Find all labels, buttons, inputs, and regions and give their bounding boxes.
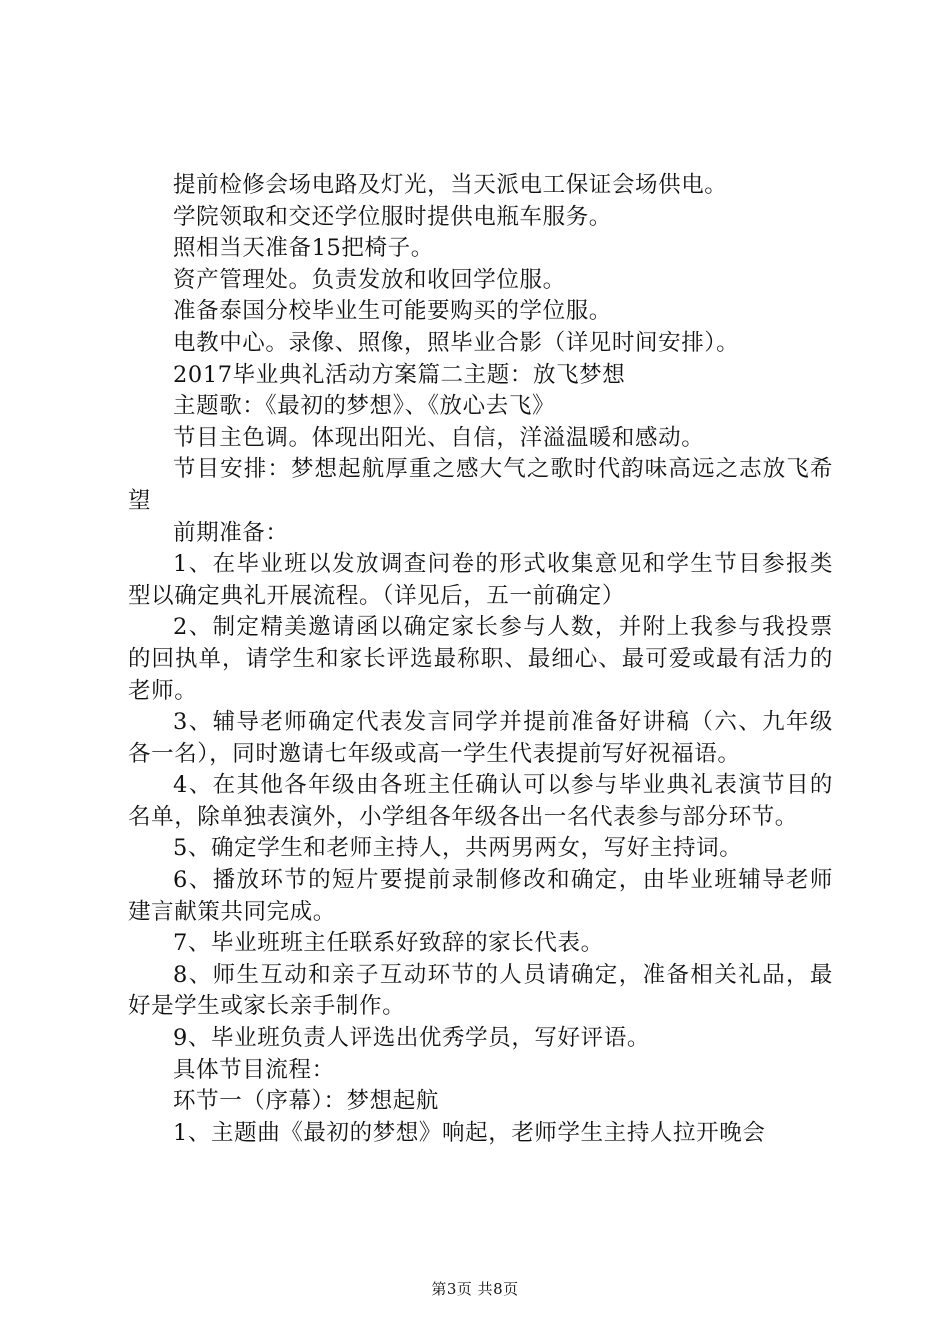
paragraph: 资产管理处。负责发放和收回学位服。 bbox=[173, 266, 566, 293]
paragraph: 电教中心。录像、照像，照毕业合影（详见时间安排）。 bbox=[173, 329, 740, 356]
list-item: 3、辅导老师确定代表发言同学并提前准备好讲稿（六、九年级各一名），同时邀请七年级或高一学生代表提前写好祝福语。 bbox=[128, 709, 833, 767]
list-item: 8、师生互动和亲子互动环节的人员请确定，准备相关礼品，最好是学生或家长亲手制作。 bbox=[128, 961, 833, 1020]
section-heading: 具体节目流程： bbox=[173, 1056, 335, 1083]
list-item: 4、在其他各年级由各班主任确认可以参与毕业典礼表演节目的名单，除单独表演外，小学组各年级各出一名代表参与部分环节。 bbox=[128, 772, 833, 830]
paragraph: 准备泰国分校毕业生可能要购买的学位服。 bbox=[173, 298, 612, 325]
list-item: 5、确定学生和老师主持人，共两男两女，写好主持词。 bbox=[173, 835, 743, 862]
paragraph: 2017毕业典礼活动方案篇二主题：放飞梦想 bbox=[173, 361, 626, 388]
paragraph: 提前检修会场电路及灯光，当天派电工保证会场供电。 bbox=[173, 172, 728, 198]
section-heading: 环节一（序幕）：梦想起航 bbox=[173, 1088, 439, 1115]
page-footer: 第3页 共8页 bbox=[431, 1280, 519, 1298]
paragraph: 主题歌：《最初的梦想》、《放心去飞》 bbox=[173, 393, 556, 420]
list-item: 1、主题曲《最初的梦想》响起，老师学生主持人拉开晚会 bbox=[173, 1119, 766, 1146]
list-item: 1、在毕业班以发放调查问卷的形式收集意见和学生节目参报类型以确定典礼开展流程。（详见后，五一前确定） bbox=[128, 551, 833, 609]
list-item: 7、毕业班班主任联系好致辞的家长代表。 bbox=[173, 930, 604, 957]
paragraph: 照相当天准备15把椅子。 bbox=[173, 235, 434, 262]
section-heading: 前期准备： bbox=[173, 519, 289, 546]
list-item: 6、播放环节的短片要提前录制修改和确定，由毕业班辅导老师建言献策共同完成。 bbox=[128, 867, 833, 925]
document-body bbox=[128, 170, 833, 1149]
list-item: 2、制定精美邀请函以确定家长参与人数，并附上我参与我投票的回执单，请学生和家长评选最称职、最细心、最可爱或最有活力的老师。 bbox=[128, 614, 833, 704]
paragraph: 学院领取和交还学位服时提供电瓶车服务。 bbox=[173, 203, 612, 230]
list-item: 9、毕业班负责人评选出优秀学员，写好评语。 bbox=[173, 1025, 650, 1052]
paragraph: 节目安排：梦想起航厚重之感大气之歌时代韵味高远之志放飞希望 bbox=[128, 456, 833, 514]
paragraph: 节目主色调。体现出阳光、自信，洋溢温暖和感动。 bbox=[173, 424, 705, 451]
